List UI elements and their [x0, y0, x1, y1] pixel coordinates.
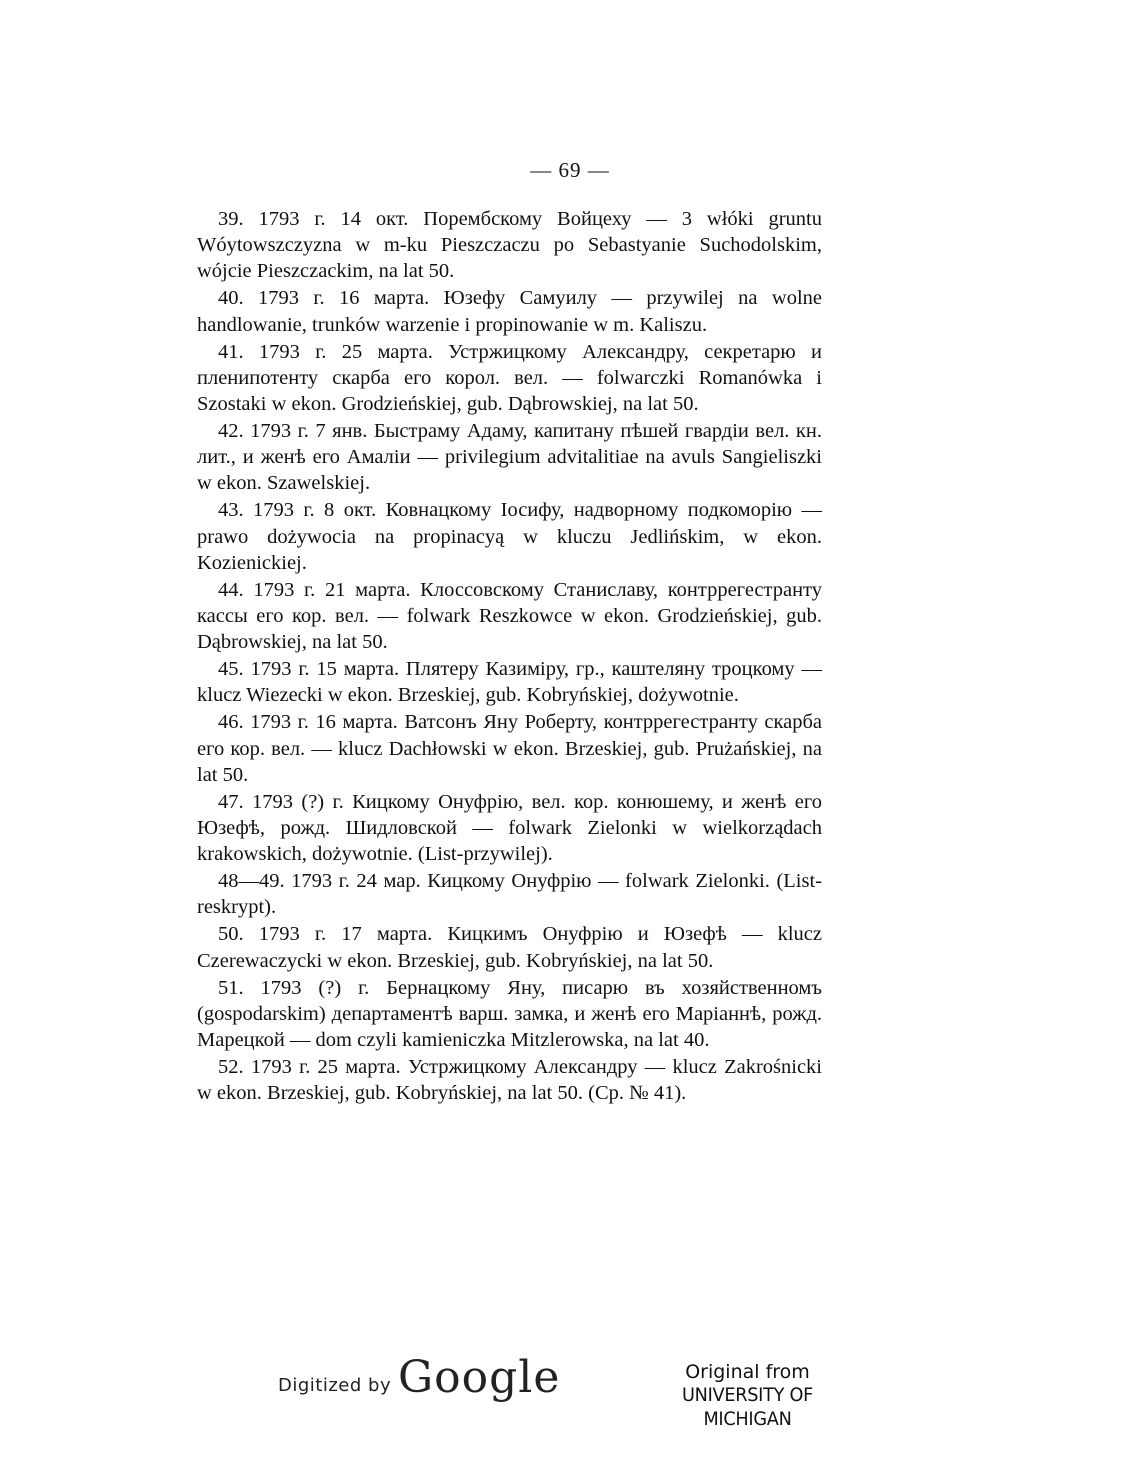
- entry-50: 50. 1793 г. 17 марта. Кицкимъ Онуфрію и Юзефѣ — klucz Czerewaczycki w ekon. Brzeskiej, gub. Kobryńskiej, na lat 50.: [197, 923, 822, 972]
- university-name: UNIVERSITY OF MICHIGAN: [682, 1384, 813, 1430]
- entry-45: 45. 1793 г. 15 марта. Плятеру Казиміру, гр., каштеляну троцкому — klucz Wiezecki w ekon. Brzeskiej, gub. Kobryńskiej, dożywotnie.: [197, 658, 822, 707]
- original-from-text: Original from: [685, 1361, 810, 1383]
- entry-48-49: 48—49. 1793 г. 24 мар. Кицкому Онуфрію — folwark Zielonki. (List-reskrypt).: [197, 870, 822, 919]
- google-logo: Google: [398, 1352, 561, 1403]
- entry-39: 39. 1793 г. 14 окт. Порембскому Войцеху — 3 włóki gruntu Wóytowszczyzna w m-ku Pieszczaczu po Sebastyanie Suchodolskim, wójcie Pieszczackim, na lat 50.: [197, 208, 822, 283]
- entry-52: 52. 1793 г. 25 марта. Устржицкому Александру — klucz Zakrośnicki w ekon. Brzeskiej, gub. Kobryńskiej, na lat 50. (Ср. № 41).: [197, 1056, 822, 1105]
- digitized-by-text: Digitized by: [278, 1375, 392, 1396]
- entry-42: 42. 1793 г. 7 янв. Быстраму Адаму, капитану пѣшей гвардіи вел. кн. лит., и женѣ его Амаліи — privilegium advitalitiae na avuls Sangieliszki w ekon. Szawelskiej.: [197, 420, 822, 495]
- entry-47: 47. 1793 (?) г. Кицкому Онуфрію, вел. кор. конюшему, и женѣ его Юзефѣ, рожд. Шидловской — folwark Zielonki w wielkorządach krakowskich, dożywotnie. (List-przywilej).: [197, 790, 822, 866]
- page-number: — 69 —: [530, 158, 610, 182]
- entry-46: 46. 1793 г. 16 марта. Ватсонъ Яну Роберту, контррегестранту скарба его кор. вел. — klucz Dachłowski w ekon. Brzeskiej, gub. Prużańskiej, na lat 50.: [197, 711, 822, 786]
- entry-43: 43. 1793 г. 8 окт. Ковнацкому Іосифу, надворному подкоморію — prawo dożywocia na propinacyą w kluczu Jedlińskim, w ekon. Kozienickiej.: [197, 499, 822, 574]
- entry-40: 40. 1793 г. 16 марта. Юзефу Самуилу — przywilej na wolne handlowanie, trunków warzenie i propinowanie w m. Kaliszu.: [197, 287, 822, 336]
- entry-41: 41. 1793 г. 25 марта. Устржицкому Александру, секретарю и пленипотенту скарба его корол. вел. — folwarczki Romanówka i Szostaki w ekon. Grodzieńskiej, gub. Dąbrowskiej, na lat 50.: [197, 340, 822, 416]
- digitized-by-google-watermark: [278, 1352, 561, 1412]
- entry-51: 51. 1793 (?) г. Бернацкому Яну, писарю въ хозяйственномъ (gospodarskim) департаментѣ варш. замка, и женѣ его Маріаннѣ, рожд. Марецкой — dom czyli kamieniczka Mitzlerowska, na lat 40.: [197, 976, 822, 1052]
- entry-44: 44. 1793 г. 21 марта. Клоссовскому Станиславу, контррегестранту кассы его кор. вел. — folwark Reszkowce w ekon. Grodzieńskiej, gub. Dąbrowskiej, na lat 50.: [197, 578, 822, 654]
- entry-list: [197, 206, 822, 1107]
- original-source-credit: [630, 1361, 865, 1431]
